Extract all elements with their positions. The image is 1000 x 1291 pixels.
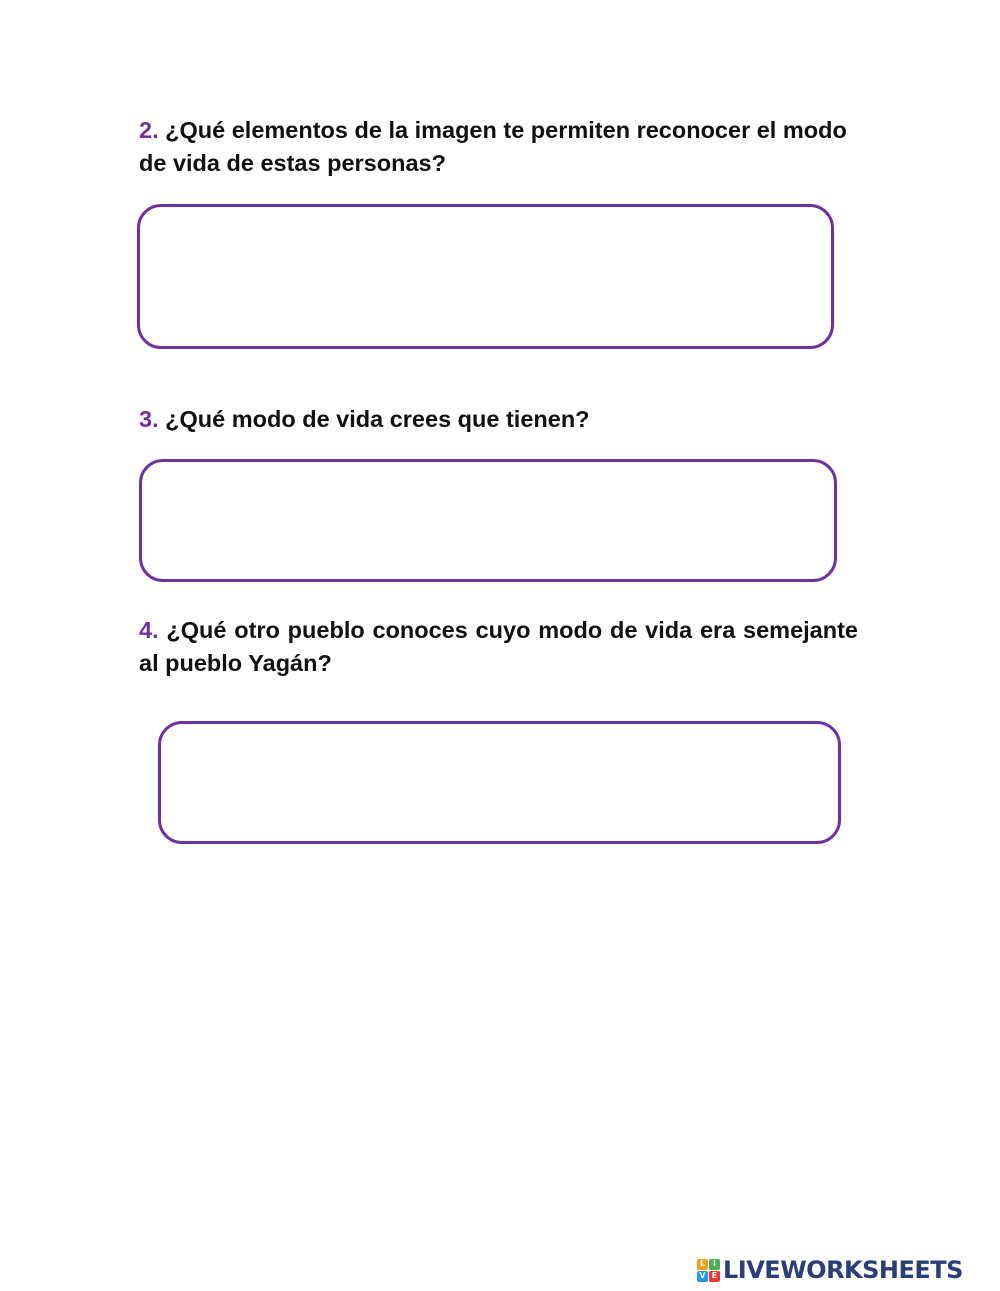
question-number: 4. — [139, 617, 159, 643]
question-text: ¿Qué elementos de la imagen te permiten reconocer el modo de vida de estas personas? — [139, 117, 847, 176]
liveworksheets-logo — [697, 1255, 963, 1285]
answer-box-2[interactable] — [137, 204, 834, 349]
logo-tile: E — [709, 1271, 720, 1282]
logo-icon — [697, 1259, 720, 1282]
question-3 — [139, 403, 859, 436]
answer-box-3[interactable] — [139, 459, 837, 582]
question-text: ¿Qué otro pueblo conoces cuyo modo de vida era semejante al pueblo Yagán? — [139, 617, 858, 676]
question-text: ¿Qué modo de vida crees que tienen? — [165, 406, 590, 432]
logo-tile: I — [709, 1259, 720, 1270]
logo-tile: L — [697, 1259, 708, 1270]
question-2 — [139, 114, 859, 180]
logo-tile: V — [697, 1271, 708, 1282]
question-4 — [139, 614, 858, 680]
question-number: 3. — [139, 406, 159, 432]
question-number: 2. — [139, 117, 159, 143]
answer-box-4[interactable] — [158, 721, 841, 844]
logo-text: LIVEWORKSHEETS — [723, 1256, 963, 1284]
